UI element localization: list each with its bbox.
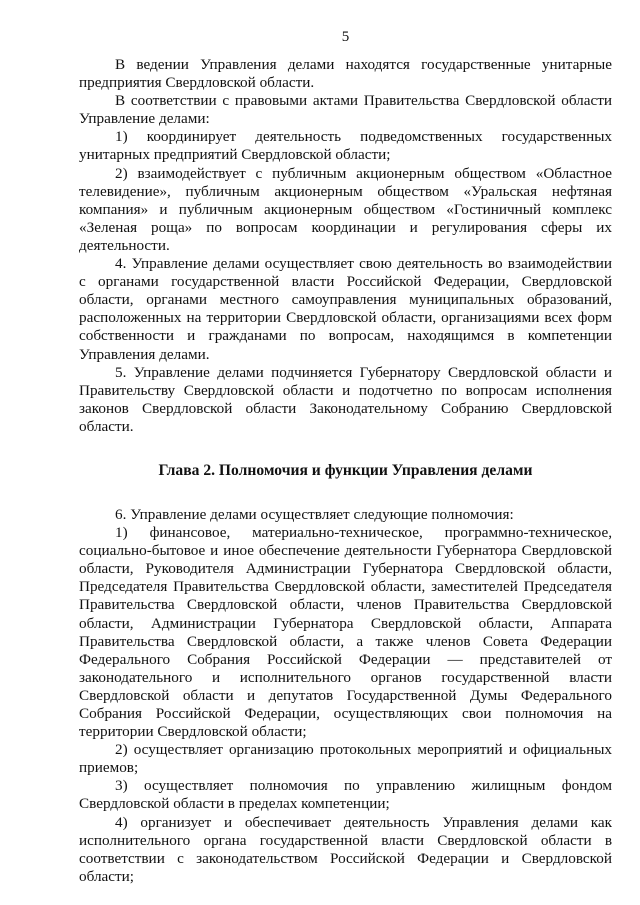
paragraph-subordinate-enterprises: В ведении Управления делами находятся государственные унитарные предприятия Свердловской области.	[79, 56, 612, 92]
paragraph-item-2-interacts: 2) взаимодействует с публичным акционерным обществом «Областное телевидение», публичным акционерным обществом «Уральская нефтяная компания» и публичным акционерным обществом «Гостиничный комплекс «Зеленая роща» по вопросам координации и регулирования сферы их деятельности.	[79, 164, 612, 254]
paragraph-power-4: 4) организует и обеспечивает деятельность Управления делами как исполнительного органа государственной власти Свердловской области в соответствии с законодательством Российской Федерации и Свердловской области;	[79, 813, 612, 885]
paragraph-power-3: 3) осуществляет полномочия по управлению жилищным фондом Свердловской области в пределах компетенции;	[79, 777, 612, 813]
chapter-heading: Глава 2. Полномочия и функции Управления делами	[158, 461, 533, 479]
paragraph-power-1: 1) финансовое, материально-техническое, программно-техническое, социально-бытовое и иное обеспечение деятельности Губернатора Свердловской области, Руководителя Администрации Губернатора Свердловской области, Председателя Правительства Свердловской области, заместителей Председателя Правительства Свердловской области, членов Правительства Свердловской области, Администрации Губернатора Свердловской области, Аппарата Правительства Свердловской области, а также членов Совета Федерации Федерального Собрания Российской Федерации — представителей от законодательного и исполнительного органов государственной власти Свердловской области и депутатов Государственной Думы Федерального Собрания Российской Федерации, осуществляющих свои полномочия на территории Свердловской области;	[79, 524, 612, 741]
paragraph-clause-4: 4. Управление делами осуществляет свою деятельность во взаимодействии с органами государственной власти Российской Федерации, Свердловской области, органами местного самоуправления муниципальных образований, расположенных на территории Свердловской области, организациями всех форм собственности и гражданами по вопросам, находящимся в компетенции Управления делами.	[79, 255, 612, 363]
page-number: 5	[341, 29, 350, 45]
paragraph-power-2: 2) осуществляет организацию протокольных мероприятий и официальных приемов;	[79, 741, 612, 777]
paragraph-legal-acts-intro: В соответствии с правовыми актами Правительства Свердловской области Управление делами:	[79, 92, 612, 128]
paragraph-clause-6: 6. Управление делами осуществляет следующие полномочия:	[115, 505, 514, 523]
document-page	[79, 28, 612, 886]
paragraph-clause-5: 5. Управление делами подчиняется Губернатору Свердловской области и Правительству Свердловской области и подотчетно по вопросам исполнения законов Свердловской области Законодательному Собранию Свердловской области.	[79, 363, 612, 435]
paragraph-item-1-coordinates: 1) координирует деятельность подведомственных государственных унитарных предприятий Свердловской области;	[79, 128, 612, 164]
